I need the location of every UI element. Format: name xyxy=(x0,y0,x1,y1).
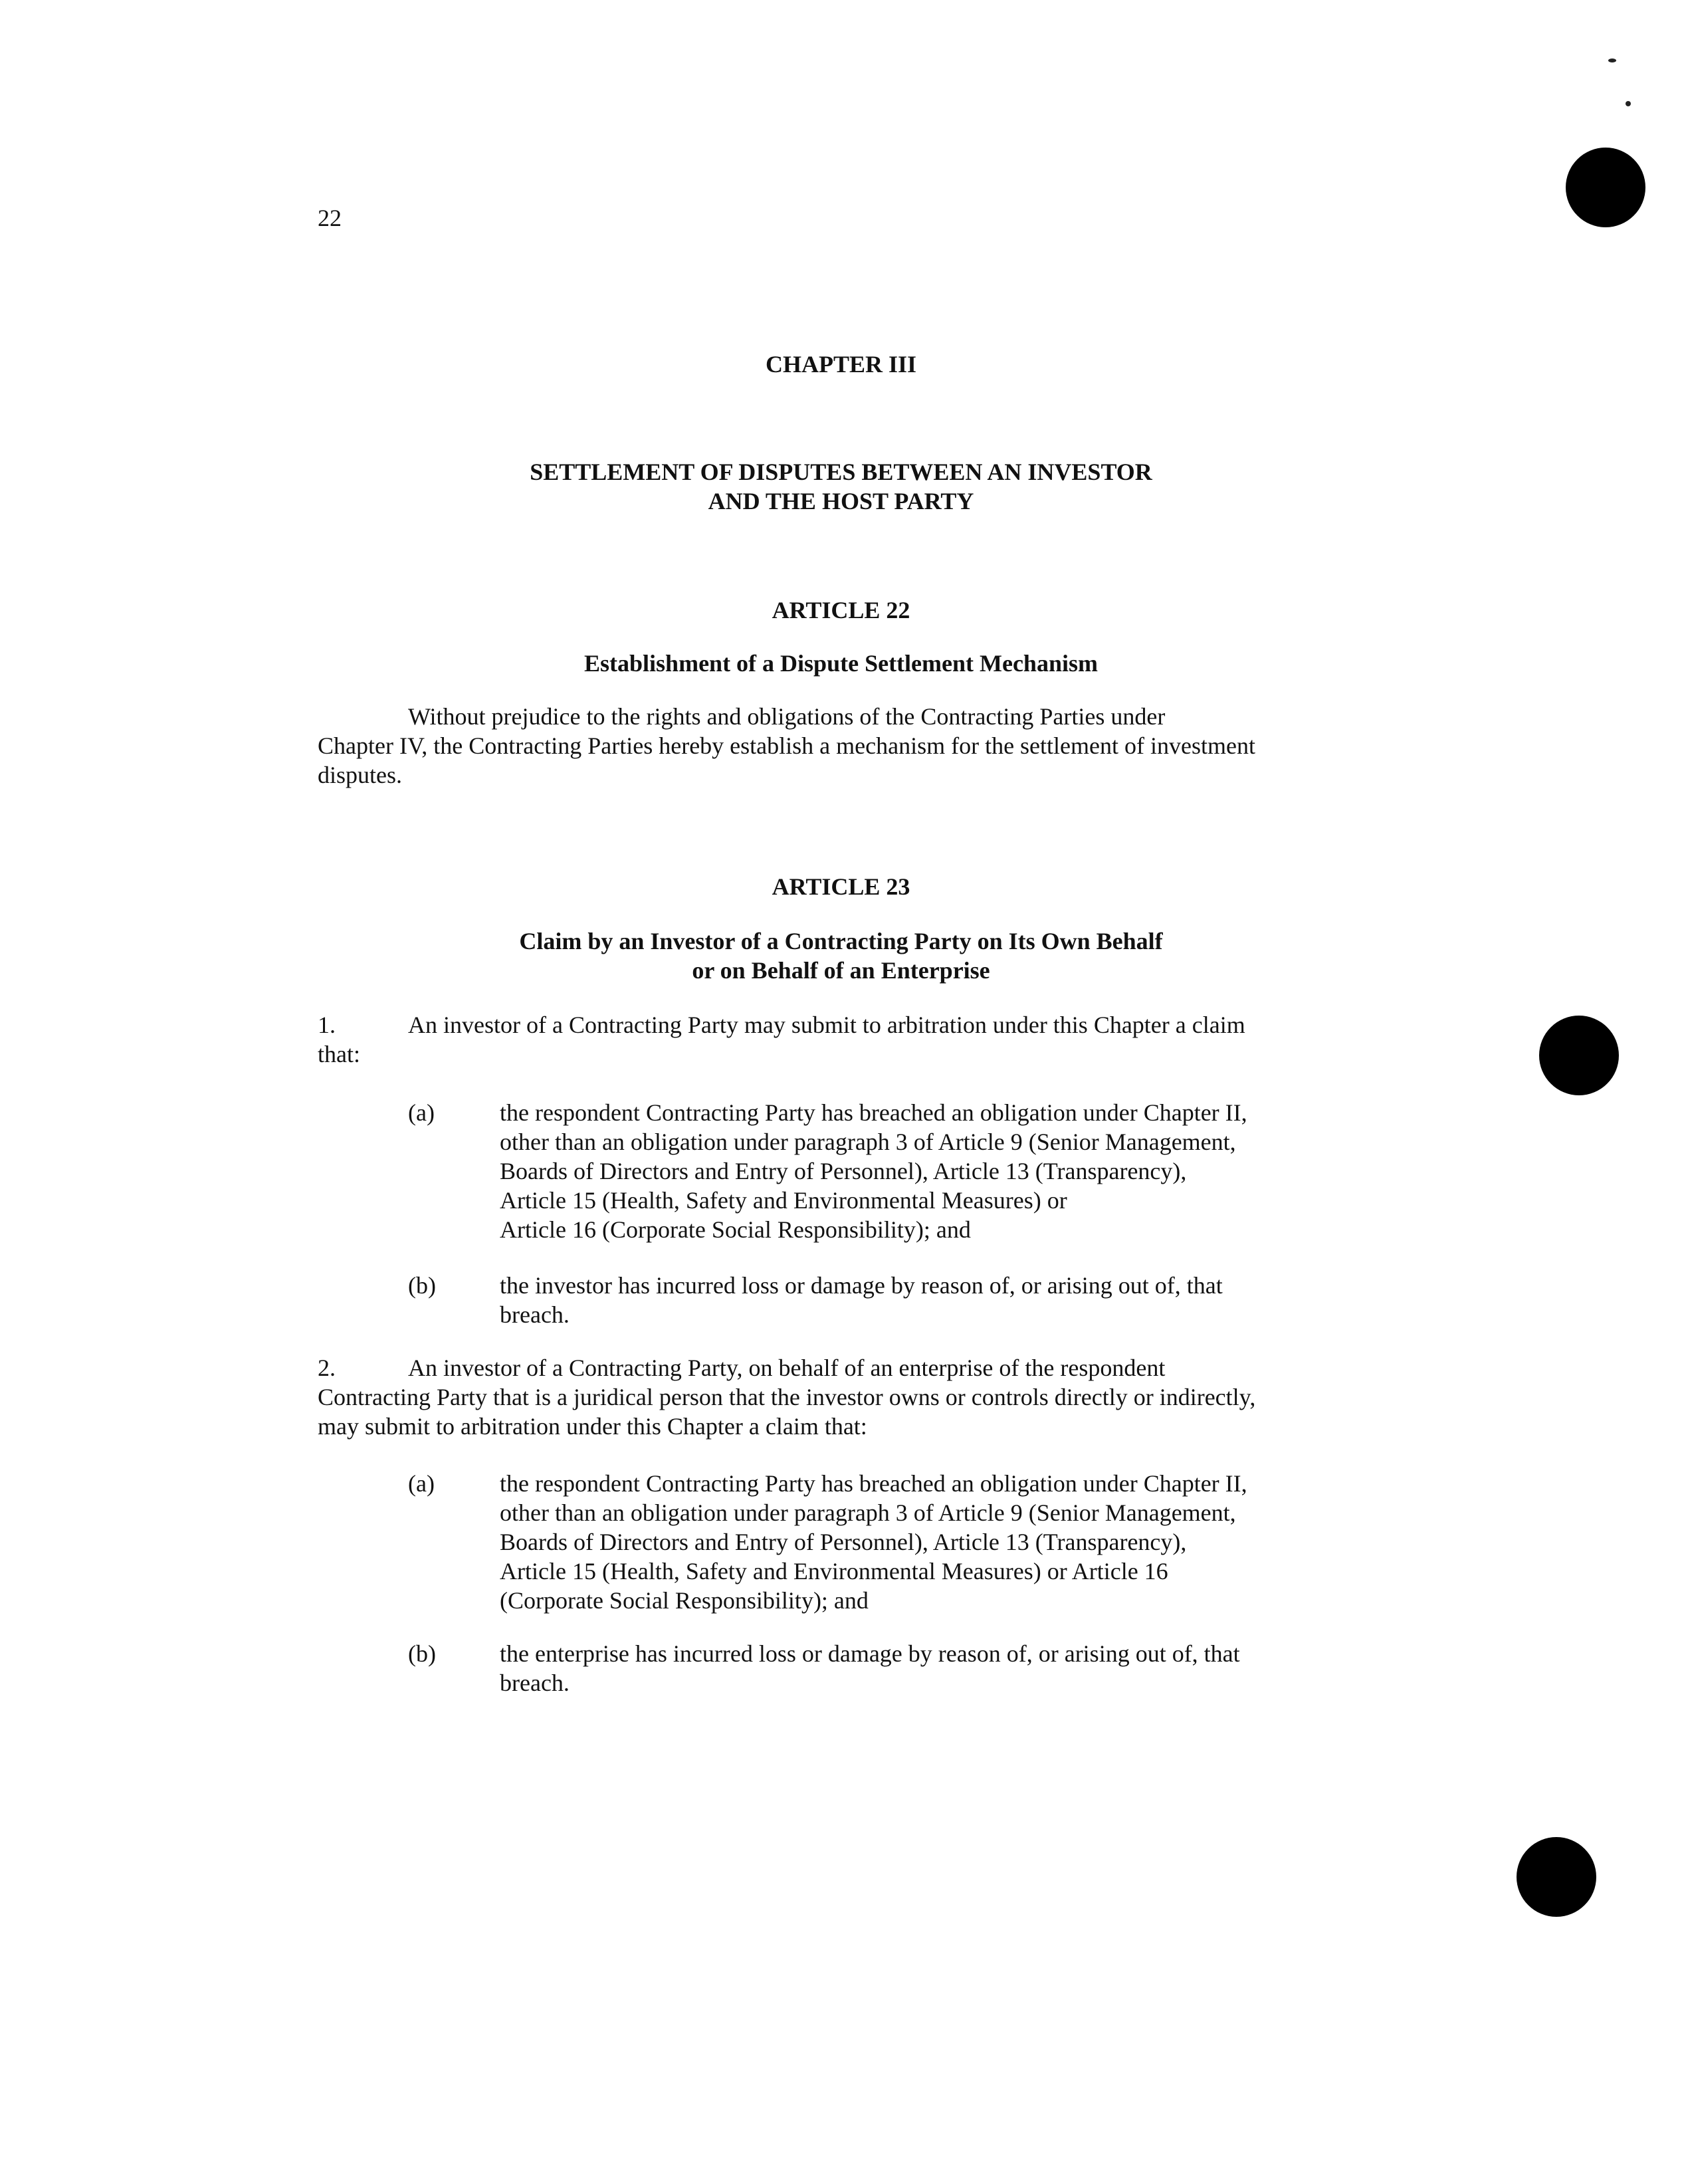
article-22-body-line-1: Without prejudice to the rights and obligations of the Contracting Parties under xyxy=(408,703,1166,730)
chapter-title-line-1: SETTLEMENT OF DISPUTES BETWEEN AN INVESTOR xyxy=(530,459,1152,485)
paragraph-2-item-a-line: the respondent Contracting Party has breached an obligation under Chapter II, xyxy=(500,1470,1247,1497)
paragraph-1-number: 1. xyxy=(318,1012,336,1038)
paragraph-2-item-a-line: other than an obligation under paragraph 3 of Article 9 (Senior Management, xyxy=(500,1499,1236,1526)
chapter-heading: CHAPTER III xyxy=(765,351,917,378)
paragraph-1-item-a-line: Article 16 (Corporate Social Responsibility); and xyxy=(500,1216,971,1243)
punch-hole-bottom xyxy=(1517,1837,1596,1917)
paragraph-1-item-b-line: the investor has incurred loss or damage by reason of, or arising out of, that xyxy=(500,1272,1223,1299)
paragraph-1-item-b-label: (b) xyxy=(408,1272,436,1299)
paragraph-2-line-2: Contracting Party that is a juridical person that the investor owns or controls directly or indirectly, xyxy=(318,1384,1256,1410)
article-22-subheading: Establishment of a Dispute Settlement Mechanism xyxy=(584,650,1098,677)
article-22-heading: ARTICLE 22 xyxy=(772,597,910,623)
paragraph-2-item-a-label: (a) xyxy=(408,1470,435,1497)
chapter-title-line-2: AND THE HOST PARTY xyxy=(708,488,974,514)
punch-hole-middle xyxy=(1539,1016,1619,1095)
paragraph-1-item-b-line: breach. xyxy=(500,1301,570,1328)
paragraph-1-line-2: that: xyxy=(318,1041,360,1067)
paragraph-1-item-a-line: Article 15 (Health, Safety and Environmental Measures) or xyxy=(500,1187,1067,1214)
paragraph-1-item-a-label: (a) xyxy=(408,1099,435,1126)
paragraph-2-item-b-line: the enterprise has incurred loss or damage by reason of, or arising out of, that xyxy=(500,1640,1240,1667)
paragraph-1-line-1: An investor of a Contracting Party may submit to arbitration under this Chapter a claim xyxy=(408,1012,1245,1038)
article-22-body-line-2: Chapter IV, the Contracting Parties hereby establish a mechanism for the settlement of investment xyxy=(318,732,1255,759)
punch-hole-top xyxy=(1566,148,1645,227)
article-23-heading: ARTICLE 23 xyxy=(772,873,910,900)
paragraph-2-item-a-line: Article 15 (Health, Safety and Environmental Measures) or Article 16 xyxy=(500,1558,1168,1584)
paragraph-2-number: 2. xyxy=(318,1355,336,1381)
paragraph-2-item-b-line: breach. xyxy=(500,1670,570,1696)
paragraph-1-item-a-line: the respondent Contracting Party has breached an obligation under Chapter II, xyxy=(500,1099,1247,1126)
article-23-subheading-line-2: or on Behalf of an Enterprise xyxy=(692,957,990,984)
scan-speck xyxy=(1626,101,1631,106)
paragraph-2-item-a-line: Boards of Directors and Entry of Personnel), Article 13 (Transparency), xyxy=(500,1529,1187,1555)
paragraph-2-item-b-label: (b) xyxy=(408,1640,436,1667)
article-22-body-line-3: disputes. xyxy=(318,762,403,788)
page-number: 22 xyxy=(318,205,342,231)
paragraph-1-item-a-line: Boards of Directors and Entry of Personnel), Article 13 (Transparency), xyxy=(500,1158,1187,1184)
paragraph-1-item-a-line: other than an obligation under paragraph 3 of Article 9 (Senior Management, xyxy=(500,1129,1236,1155)
paragraph-2-line-1: An investor of a Contracting Party, on behalf of an enterprise of the respondent xyxy=(408,1355,1166,1381)
paragraph-2-item-a-line: (Corporate Social Responsibility); and xyxy=(500,1587,869,1614)
paragraph-2-line-3: may submit to arbitration under this Chapter a claim that: xyxy=(318,1413,867,1440)
article-23-subheading-line-1: Claim by an Investor of a Contracting Party on Its Own Behalf xyxy=(519,928,1163,954)
scan-speck xyxy=(1608,58,1616,62)
